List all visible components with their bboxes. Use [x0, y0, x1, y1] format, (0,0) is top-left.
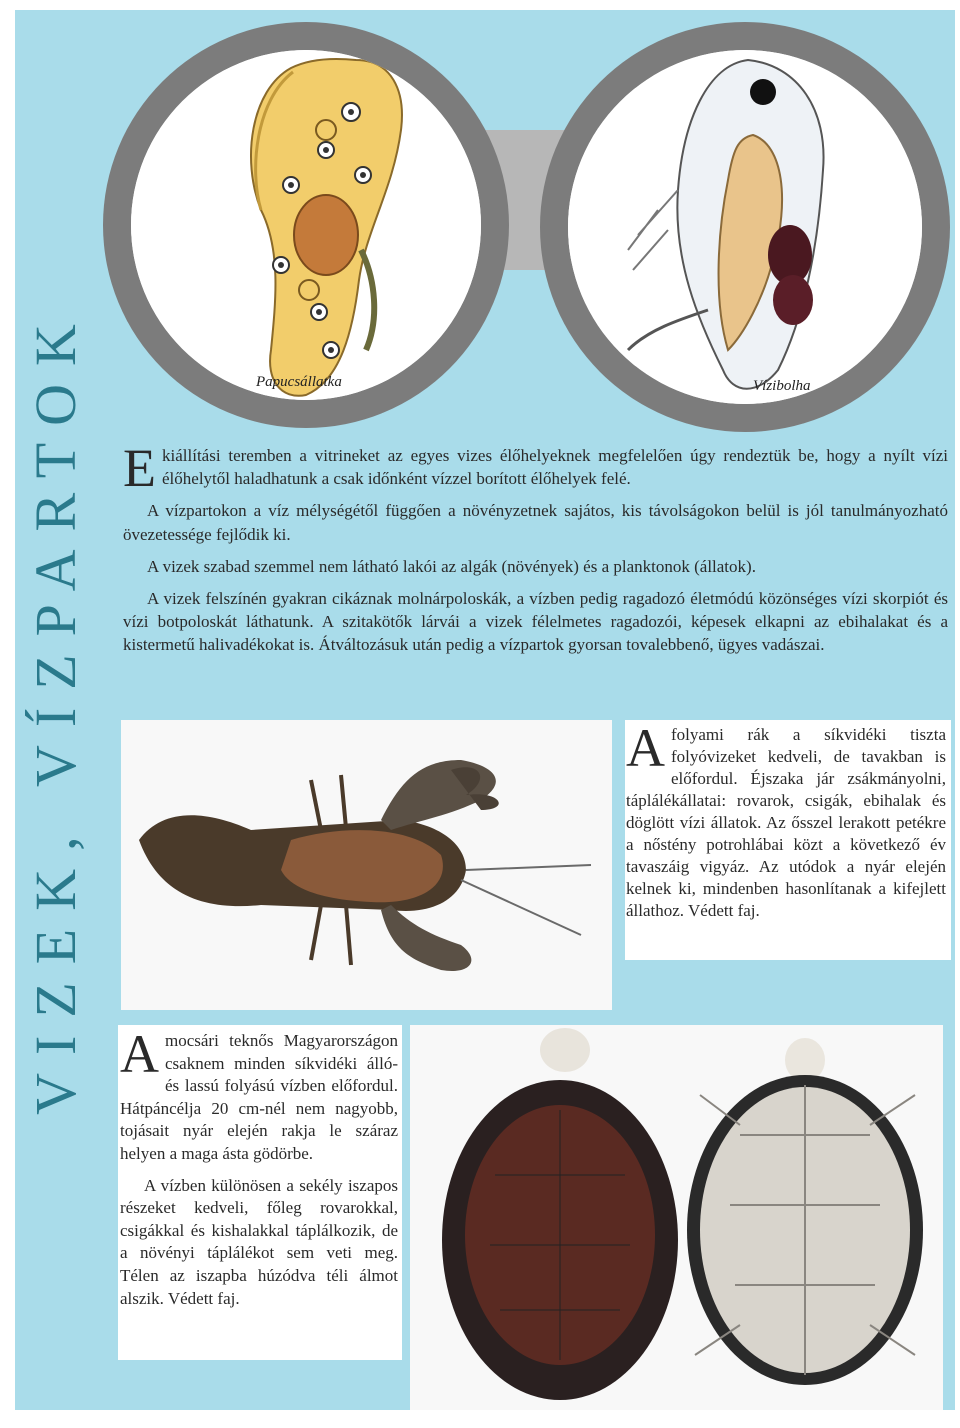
intro-paragraph-3: A vizek szabad szemmel nem látható lakói az algák (növények) és a planktonok (állatok). [147, 556, 756, 576]
intro-paragraph-2: A vízpartokon a víz mélységétől függően a növényzetnek sajátos, kis távolságokon belül is jól tanulmányozható övezetessége fejlődik ki. [123, 501, 948, 544]
crayfish-photo [121, 720, 612, 1010]
crayfish-paragraph: folyami rák a síkvidéki tiszta folyóvizeket kedveli, de tavakban is előfordul. Éjszaka jár zsákmányolni, táplálékállatai: rovarok, csigák, ebihalak és döglött vízi állatok. Az ősszel lerakott petékre a nőstény potrohlábai közt a következő év tavaszáig vigyáz. Az utódok a nyár elején kelnek ki, mindenben hasonlítanak a kifejlett állathoz. Védett faj. [626, 725, 946, 920]
turtle-image [410, 1025, 943, 1410]
crayfish-text [626, 718, 946, 931]
paramecium-circle [103, 22, 509, 428]
turtle-text [120, 1024, 398, 1319]
turtle-paragraph-1: Amocsári teknős Magyarországon csaknem minden síkvidéki álló- és lassú folyású vízben előfordul. Hátpáncélja 20 cm-nél nem nagyobb, tojásait nyár elején rakja le száraz helyen a maga ásta gödörbe. [120, 1024, 398, 1163]
crayfish-image [121, 720, 612, 1010]
intro-paragraph-4: A vizek felszínén gyakran cikáznak molnárpoloskák, a vízben pedig ragadozó életmódú közönséges vízi skorpiót és vízi botpoloskát láthatunk. A szitakötők lárvái a vizek félelmetes ragadozói, képesek elkapni az ebihalakat és a kistermetű halivadékokat is. Átváltozásuk után pedig a vízpartok gyorsan tovalebbenő, ügyes vadászai. [123, 589, 948, 655]
intro-paragraph-1: Ekiállítási teremben a vitrineket az egyes vizes élőhelyeknek megfelelően úgy rendeztük be, hogy a nyílt vízi élőhelytől haladhatunk a csak időnként vízzel borított élőhelyek felé. [123, 438, 948, 498]
daphnia-illustration [568, 50, 922, 404]
spine-title-text: VIZEK, VÍZPARTOK [22, 305, 88, 1115]
caption-left: Papucsállatka [256, 374, 342, 390]
caption-right: Vízibolha [753, 378, 811, 394]
turtle-dropcap: A [120, 1024, 159, 1084]
paramecium-illustration [131, 50, 481, 400]
turtle-photo [410, 1025, 943, 1410]
crayfish-dropcap: A [626, 718, 665, 778]
intro-text [123, 438, 948, 666]
intro-dropcap: E [123, 438, 156, 498]
daphnia-circle [540, 22, 950, 432]
turtle-paragraph-2: A vízben különösen a sekély iszapos részeket kedveli, főleg rovarokkal, csigákkal és kishalakkal táplálkozik, de a növényi táplálékot sem veti meg. Télen az iszapba húzódva téli álmot alszik. Védett faj. [120, 1175, 398, 1308]
spine-title [15, 305, 95, 1115]
